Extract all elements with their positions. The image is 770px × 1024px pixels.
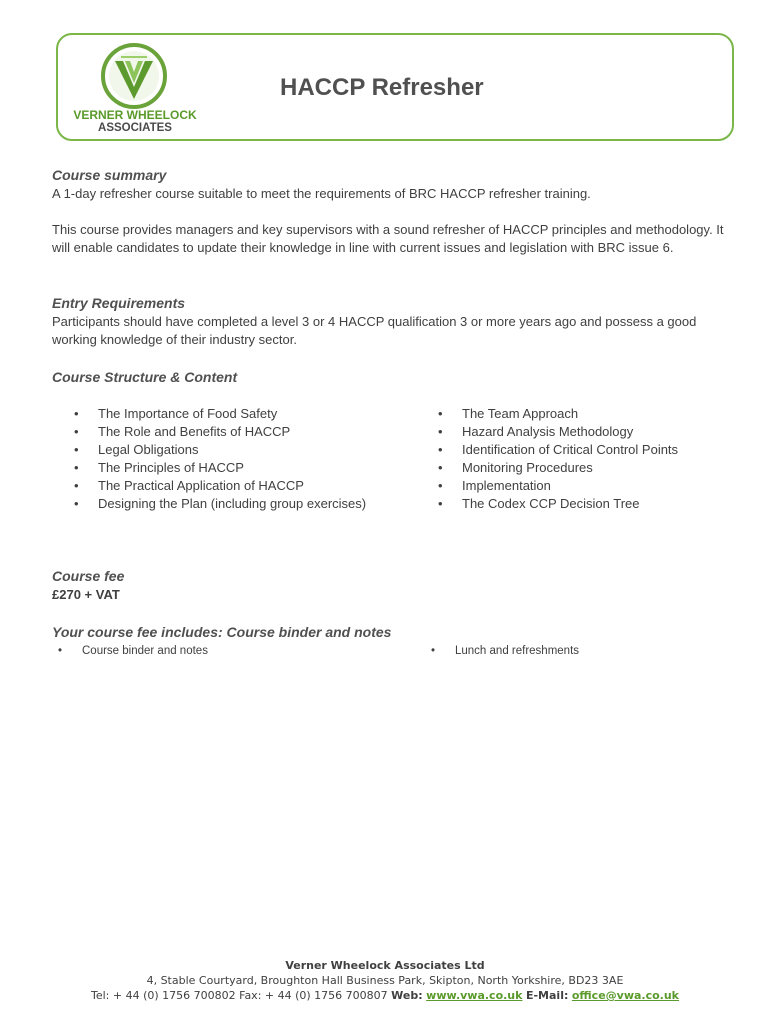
footer-contact bbox=[0, 988, 770, 1003]
list-item: • Identification of Critical Control Points bbox=[438, 442, 679, 457]
list-item: • The Team Approach bbox=[438, 406, 579, 421]
logo-line-2: ASSOCIATES bbox=[98, 122, 172, 134]
footer bbox=[0, 958, 770, 1003]
list-item: • The Principles of HACCP bbox=[74, 460, 244, 475]
page-title: HACCP Refresher bbox=[280, 74, 484, 101]
footer-company: Verner Wheelock Associates Ltd bbox=[285, 959, 485, 972]
footer-tel-fax: Tel: + 44 (0) 1756 700802 Fax: + 44 (0) 1756 700807 bbox=[90, 989, 388, 1002]
list-item: • Monitoring Procedures bbox=[438, 460, 593, 475]
list-item: • The Practical Application of HACCP bbox=[74, 478, 304, 493]
list-item: • The Role and Benefits of HACCP bbox=[74, 424, 291, 439]
list-item: • The Importance of Food Safety bbox=[74, 406, 278, 421]
list-item: • Designing the Plan (including group exercises) bbox=[74, 496, 367, 511]
includes-list-left bbox=[52, 643, 382, 659]
includes-heading: Your course fee includes: Course binder and notes bbox=[52, 624, 392, 640]
list-item: • Course binder and notes bbox=[58, 645, 208, 657]
footer-address: 4, Stable Courtyard, Broughton Hall Business Park, Skipton, North Yorkshire, BD23 3AE bbox=[146, 974, 624, 987]
entry-requirements-text: Participants should have completed a level 3 or 4 HACCP qualification 3 or more years ago and possess a good working knowledge of their industry sector. bbox=[52, 314, 697, 347]
list-item: • Implementation bbox=[438, 478, 551, 493]
company-logo-icon bbox=[99, 41, 169, 111]
entry-requirements-heading: Entry Requirements bbox=[52, 295, 186, 311]
list-item: • Legal Obligations bbox=[74, 442, 199, 457]
footer-email-label: E-Mail: bbox=[525, 989, 569, 1002]
course-structure-heading: Course Structure & Content bbox=[52, 369, 238, 385]
structure-list-left bbox=[52, 405, 382, 513]
structure-list-right bbox=[416, 405, 756, 513]
list-item: • Hazard Analysis Methodology bbox=[438, 424, 634, 439]
logo-text bbox=[71, 109, 199, 135]
course-summary-text: A 1-day refresher course suitable to meet the requirements of BRC HACCP refresher training. bbox=[52, 186, 591, 201]
list-item: • The Codex CCP Decision Tree bbox=[438, 496, 640, 511]
includes-list-right bbox=[425, 643, 755, 659]
course-fee-amount: £270 + VAT bbox=[52, 587, 120, 602]
footer-web-label: Web: bbox=[391, 989, 423, 1002]
course-description-text: This course provides managers and key supervisors with a sound refresher of HACCP principles and methodology. It will enable candidates to update their knowledge in line with current issues and legislation with BRC issue 6. bbox=[52, 222, 724, 255]
logo-line-1: VERNER WHEELOCK bbox=[73, 108, 197, 122]
email-link[interactable]: office@vwa.co.uk bbox=[571, 989, 680, 1002]
course-fee-heading: Course fee bbox=[52, 568, 125, 584]
list-item: • Lunch and refreshments bbox=[431, 645, 580, 657]
website-link[interactable]: www.vwa.co.uk bbox=[426, 989, 523, 1002]
course-summary-heading: Course summary bbox=[52, 167, 167, 183]
